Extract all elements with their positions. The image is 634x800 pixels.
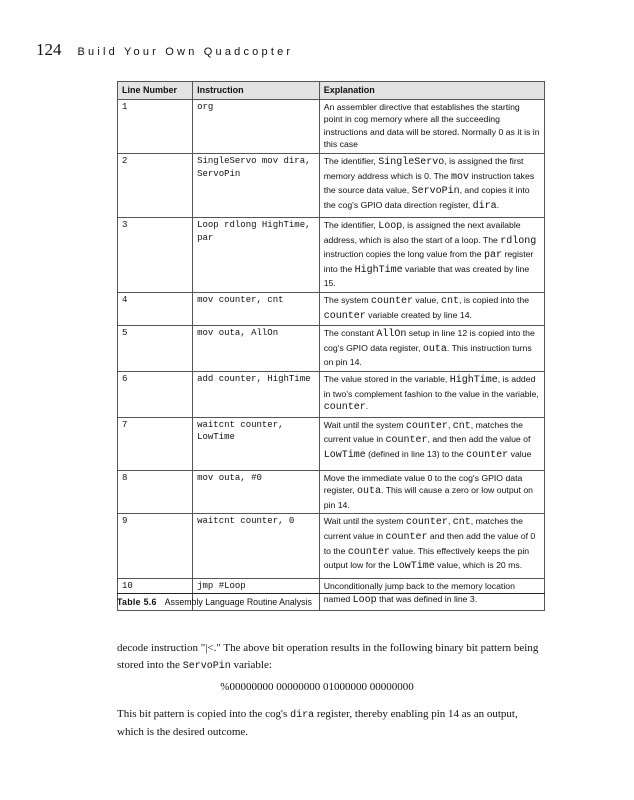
table-row: [118, 153, 545, 217]
code-term: dira: [472, 200, 497, 212]
line-number-cell: 1: [118, 99, 193, 153]
column-header-instruction: Instruction: [193, 82, 320, 100]
book-title: Build Your Own Quadcopter: [77, 46, 294, 58]
code-term: Loop: [352, 595, 377, 607]
line-number-cell: 9: [118, 514, 193, 579]
table-caption: [117, 593, 545, 607]
code-term: HighTime: [449, 374, 498, 386]
table-row: [118, 217, 545, 292]
instruction-cell: waitcnt counter, 0: [193, 514, 320, 579]
line-number-cell: 8: [118, 470, 193, 514]
line-number-cell: 6: [118, 371, 193, 417]
instruction-cell: Loop rdlong HighTime, par: [193, 217, 320, 292]
explanation-cell: Wait until the system counter, cnt, matches the current value in counter, and then add the value of LowTime (defined in line 13) to the counter value: [319, 417, 544, 470]
code-term: cnt: [452, 517, 471, 529]
table-header-row: [118, 82, 545, 100]
instruction-cell: SingleServo mov dira, ServoPin: [193, 153, 320, 217]
code-term: counter: [323, 310, 366, 322]
explanation-cell: Wait until the system counter, cnt, matches the current value in counter and then add the value of 0 to the counter value. This effectively keeps the pin output low for the LowTime value, which is 20 ms.: [319, 514, 544, 579]
table-row: [118, 417, 545, 470]
line-number-cell: 7: [118, 417, 193, 470]
code-term: SingleServo: [378, 156, 445, 168]
page-number: 124: [36, 40, 62, 59]
code-term: cnt: [452, 420, 471, 432]
code-term: counter: [405, 420, 448, 432]
code-term: mov: [451, 171, 470, 183]
column-header-explanation: Explanation: [319, 82, 544, 100]
instruction-cell: jmp #Loop: [193, 579, 320, 610]
instruction-cell: mov outa, #0: [193, 470, 320, 514]
table-caption-label: Table 5.6: [117, 597, 157, 607]
line-number-cell: 5: [118, 326, 193, 372]
table-row: [118, 371, 545, 417]
table-row: [118, 514, 545, 579]
body-paragraph-2: This bit pattern is copied into the cog's dira register, thereby enabling pin 14 as an output, which is the desired outcome.: [117, 708, 518, 738]
code-term: outa: [357, 486, 382, 498]
table-row: [118, 470, 545, 514]
explanation-cell: The system counter value, cnt, is copied into the counter variable created by line 14.: [319, 292, 544, 325]
explanation-cell: Move the immediate value 0 to the cog's GPIO data register, outa. This will cause a zero or low output on pin 14.: [319, 470, 544, 514]
column-header-line-number: Line Number: [118, 82, 193, 100]
code-term: counter: [405, 517, 448, 529]
explanation-cell: The value stored in the variable, HighTime, is added in two's complement fashion to the value in the variable, counter.: [319, 371, 544, 417]
table-row: [118, 99, 545, 153]
code-term: counter: [347, 546, 390, 558]
code-term: cnt: [441, 295, 460, 307]
code-term: outa: [422, 343, 447, 355]
instruction-cell: mov counter, cnt: [193, 292, 320, 325]
code-term: counter: [371, 295, 414, 307]
code-term: LowTime: [392, 561, 435, 573]
table-row: [118, 292, 545, 325]
explanation-cell: An assembler directive that establishes the starting point in cog memory where all the succeeding instructions and data will be stored. Normally 0 as it is in this case: [319, 99, 544, 153]
line-number-cell: 4: [118, 292, 193, 325]
code-term: counter: [323, 402, 366, 414]
explanation-cell: The identifier, Loop, is assigned the next available address, which is also the start of a loop. The rdlong instruction copies the long value from the par register into the HighTime variable that was created by line 15.: [319, 217, 544, 292]
instruction-cell: org: [193, 99, 320, 153]
table-caption-text: Assembly Language Routine Analysis: [164, 597, 312, 607]
code-term: dira: [290, 710, 315, 721]
body-paragraph-1: decode instruction "|<." The above bit operation results in the following binary bit pattern being stored into the ServoPin variable:: [117, 642, 539, 672]
instruction-cell: waitcnt counter, LowTime: [193, 417, 320, 470]
code-term: AllOn: [376, 329, 407, 341]
code-term: counter: [466, 449, 509, 461]
explanation-cell: The identifier, SingleServo, is assigned the first memory address which is 0. The mov instruction takes the source data value, ServoPin, and copies it into the cog's GPIO data direction register, dira.: [319, 153, 544, 217]
code-term: par: [484, 250, 503, 262]
instruction-cell: add counter, HighTime: [193, 371, 320, 417]
code-term: HighTime: [354, 264, 403, 276]
explanation-cell: The constant AllOn setup in line 12 is copied into the cog's GPIO data register, outa. This instruction turns on pin 14.: [319, 326, 544, 372]
code-term: Loop: [378, 220, 403, 232]
bit-pattern: %00000000 00000000 01000000 00000000: [220, 681, 414, 693]
assembly-analysis-table: [117, 81, 545, 611]
code-term: ServoPin: [182, 661, 231, 672]
code-term: counter: [385, 532, 428, 544]
running-header: [36, 40, 293, 60]
instruction-cell: mov outa, AllOn: [193, 326, 320, 372]
code-term: LowTime: [323, 449, 366, 461]
line-number-cell: 3: [118, 217, 193, 292]
code-term: rdlong: [500, 235, 537, 247]
line-number-cell: 10: [118, 579, 193, 610]
table-row: [118, 326, 545, 372]
code-term: counter: [385, 435, 428, 447]
explanation-cell: Unconditionally jump back to the memory location named Loop that was defined in line 3.: [319, 579, 544, 610]
code-term: ServoPin: [411, 186, 460, 198]
line-number-cell: 2: [118, 153, 193, 217]
